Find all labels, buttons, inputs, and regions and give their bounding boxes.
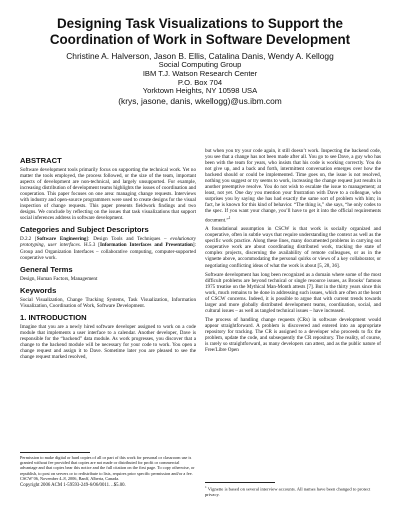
right-column	[205, 148, 381, 356]
footnote-text: $^1$ Vignette is based on several interview accounts. All names have been changed to protect privacy.	[205, 485, 371, 498]
author-group: Social Computing Group	[158, 60, 242, 69]
abstract-text: Software development tools primarily focus on supporting the technical work. Yet no matter the tools employed, the process followed, or the size of the team, important aspects of development are non-technical, and largely unsupported. For example, increasing distribution of development teams highlights the issues of coordination and cooperation. This paper focuses on one area: managing change requests. Interviews with industry and open-source programmers were used to create designs for the visual inspection of change requests. This paper presents fieldwork findings and two designs. We conclude by reflecting on the issues that task visualizations that support social inferences address in software development.	[20, 167, 196, 222]
footnote	[205, 482, 381, 498]
copyright-line: Copyright 2006 ACM 1-59593-249-6/06/0011…$5.00.	[20, 483, 126, 489]
footnote-ref: 1	[228, 215, 231, 220]
left-column	[20, 152, 196, 363]
body-paragraph-4: The process of handling change requests (CRs) in software development would appear straightforward. A problem is discovered and entered into an appropriate repository for tracking. The CR is assigned to a developer who proceeds to fix the problem, update the code, and subsequently the CR repository. The reality, of course, is rarely so straightforward, as many developers can attest, and as the public nature of Free/Libre Open	[205, 316, 381, 354]
general-terms-text: Design, Human Factors, Management	[20, 275, 98, 282]
keywords-heading: Keywords	[20, 285, 57, 295]
body-paragraph-2: A foundational assumption in CSCW is that work is socially organized and cooperative, often in subtle ways that require understanding the context as well as the specific work practice. Along these lines, many documented problems in carrying out cooperative work are about coordinating distributed work, tracking the state of complex projects, discerning the availability of remote colleagues, or as in the vignette above, accommodating the personal quirks or views of a key collaborator, or negotiating conflicting ideas of what the work is about [5, 28, 36].	[205, 226, 381, 269]
keywords-text: Social Visualization, Change Tracking Systems, Task Visualization, Information Visualization, Coordination of Work, Software Development.	[20, 296, 196, 309]
introduction-heading: 1. INTRODUCTION	[20, 312, 87, 322]
body-paragraph-3: Software development has long been recognized as a domain where some of the most difficult problems are beyond technical or single resource issues, as Brooks’ famous 1975 treatise on the Mythical Man-Month attests [7]. But in the thirty years since this work, much remains to be done in addressing such issues, which are often at the heart of CSCW concerns. Indeed, it is possible to argue that with current trends towards larger and more globally distributed development teams, coordination, social, and cultural issues – as well as tangled technical issues – have increased.	[205, 271, 381, 314]
author-block	[14, 51, 386, 106]
footnote-rule	[205, 482, 275, 483]
categories-text: D.2.2 [Software Engineering]: Design Tools and Techniques – evolutionary prototyping, user interfaces. H.5.3 [Information Interfaces and Presentation]: Group and Organization Interfaces – collaborative computing, computer-supported cooperative work.	[20, 236, 197, 261]
paper-title: Designing Task Visualizations to Support the Coordination of Work in Software Development	[49, 16, 351, 47]
permission-notice	[20, 452, 196, 488]
introduction-text: Imagine that you are a newly hired software developer assigned to work on a code module that implements a user interface to a calendar. Another developer, Dave is responsible for the “backend” data module. As work progresses, you discover that a change to the backend module will be necessary for your code to work. You open a change request and assign it to Dave. Sometime later you are pleased to see the change request marked resolved,	[20, 323, 196, 360]
abstract-heading: ABSTRACT	[20, 156, 62, 165]
notice-rule	[20, 452, 90, 453]
general-terms-heading: General Terms	[20, 264, 73, 274]
body-paragraph-1: but when you try your code again, it still doesn’t work. Inspecting the backend code, you see that a change has not been made after all. You go to see Dave, a guy who has been with the team for years, who insists that his code is working correctly. You do not give up, and a back and forth, intermittent conversation emerges over how the backend should or could be implemented. Time goes on, the issue is not resolved, nothing you suggest or try seems to work, increasing the change request just results in another preemptive resolve. You do not wish to escalate the issue to management; at least, not yet. One day you mention your frustration with Dave to a colleague, who surprises you by saying she has had exactly the same sort of problem with him; in fact, he is known for this kind of behavior. “The thing is,” she says, “he only codes to the spec. If you want your change, you’ll have to get it into the official requirements document.”$^1$	[205, 148, 381, 224]
author-names: Christine A. Halverson, Jason B. Ellis, Catalina Danis, Wendy A. Kellogg	[66, 51, 334, 61]
author-pobox: P.O. Box 704	[177, 77, 223, 87]
author-institution: IBM T.J. Watson Research Center	[142, 68, 258, 78]
author-email: (krys, jasone, danis, wkellogg)@us.ibm.com	[118, 96, 282, 107]
permission-text: Permission to make digital or hard copies of all or part of this work for personal or classroom use is granted without fee provided that copies are not made or distributed for profit or commercial advantage and that copies bear this notice and the full citation on the first page. To copy otherwise, or republish, to post on servers or to redistribute to lists, requires prior specific permission and/or a fee.	[20, 455, 195, 476]
author-address: Yorktown Heights, NY 10598 USA	[142, 86, 258, 96]
categories-heading: Categories and Subject Descriptors	[20, 225, 149, 235]
conference-line: CSCW’06, November 4–8, 2006, Banff, Alberta, Canada.	[20, 475, 120, 481]
